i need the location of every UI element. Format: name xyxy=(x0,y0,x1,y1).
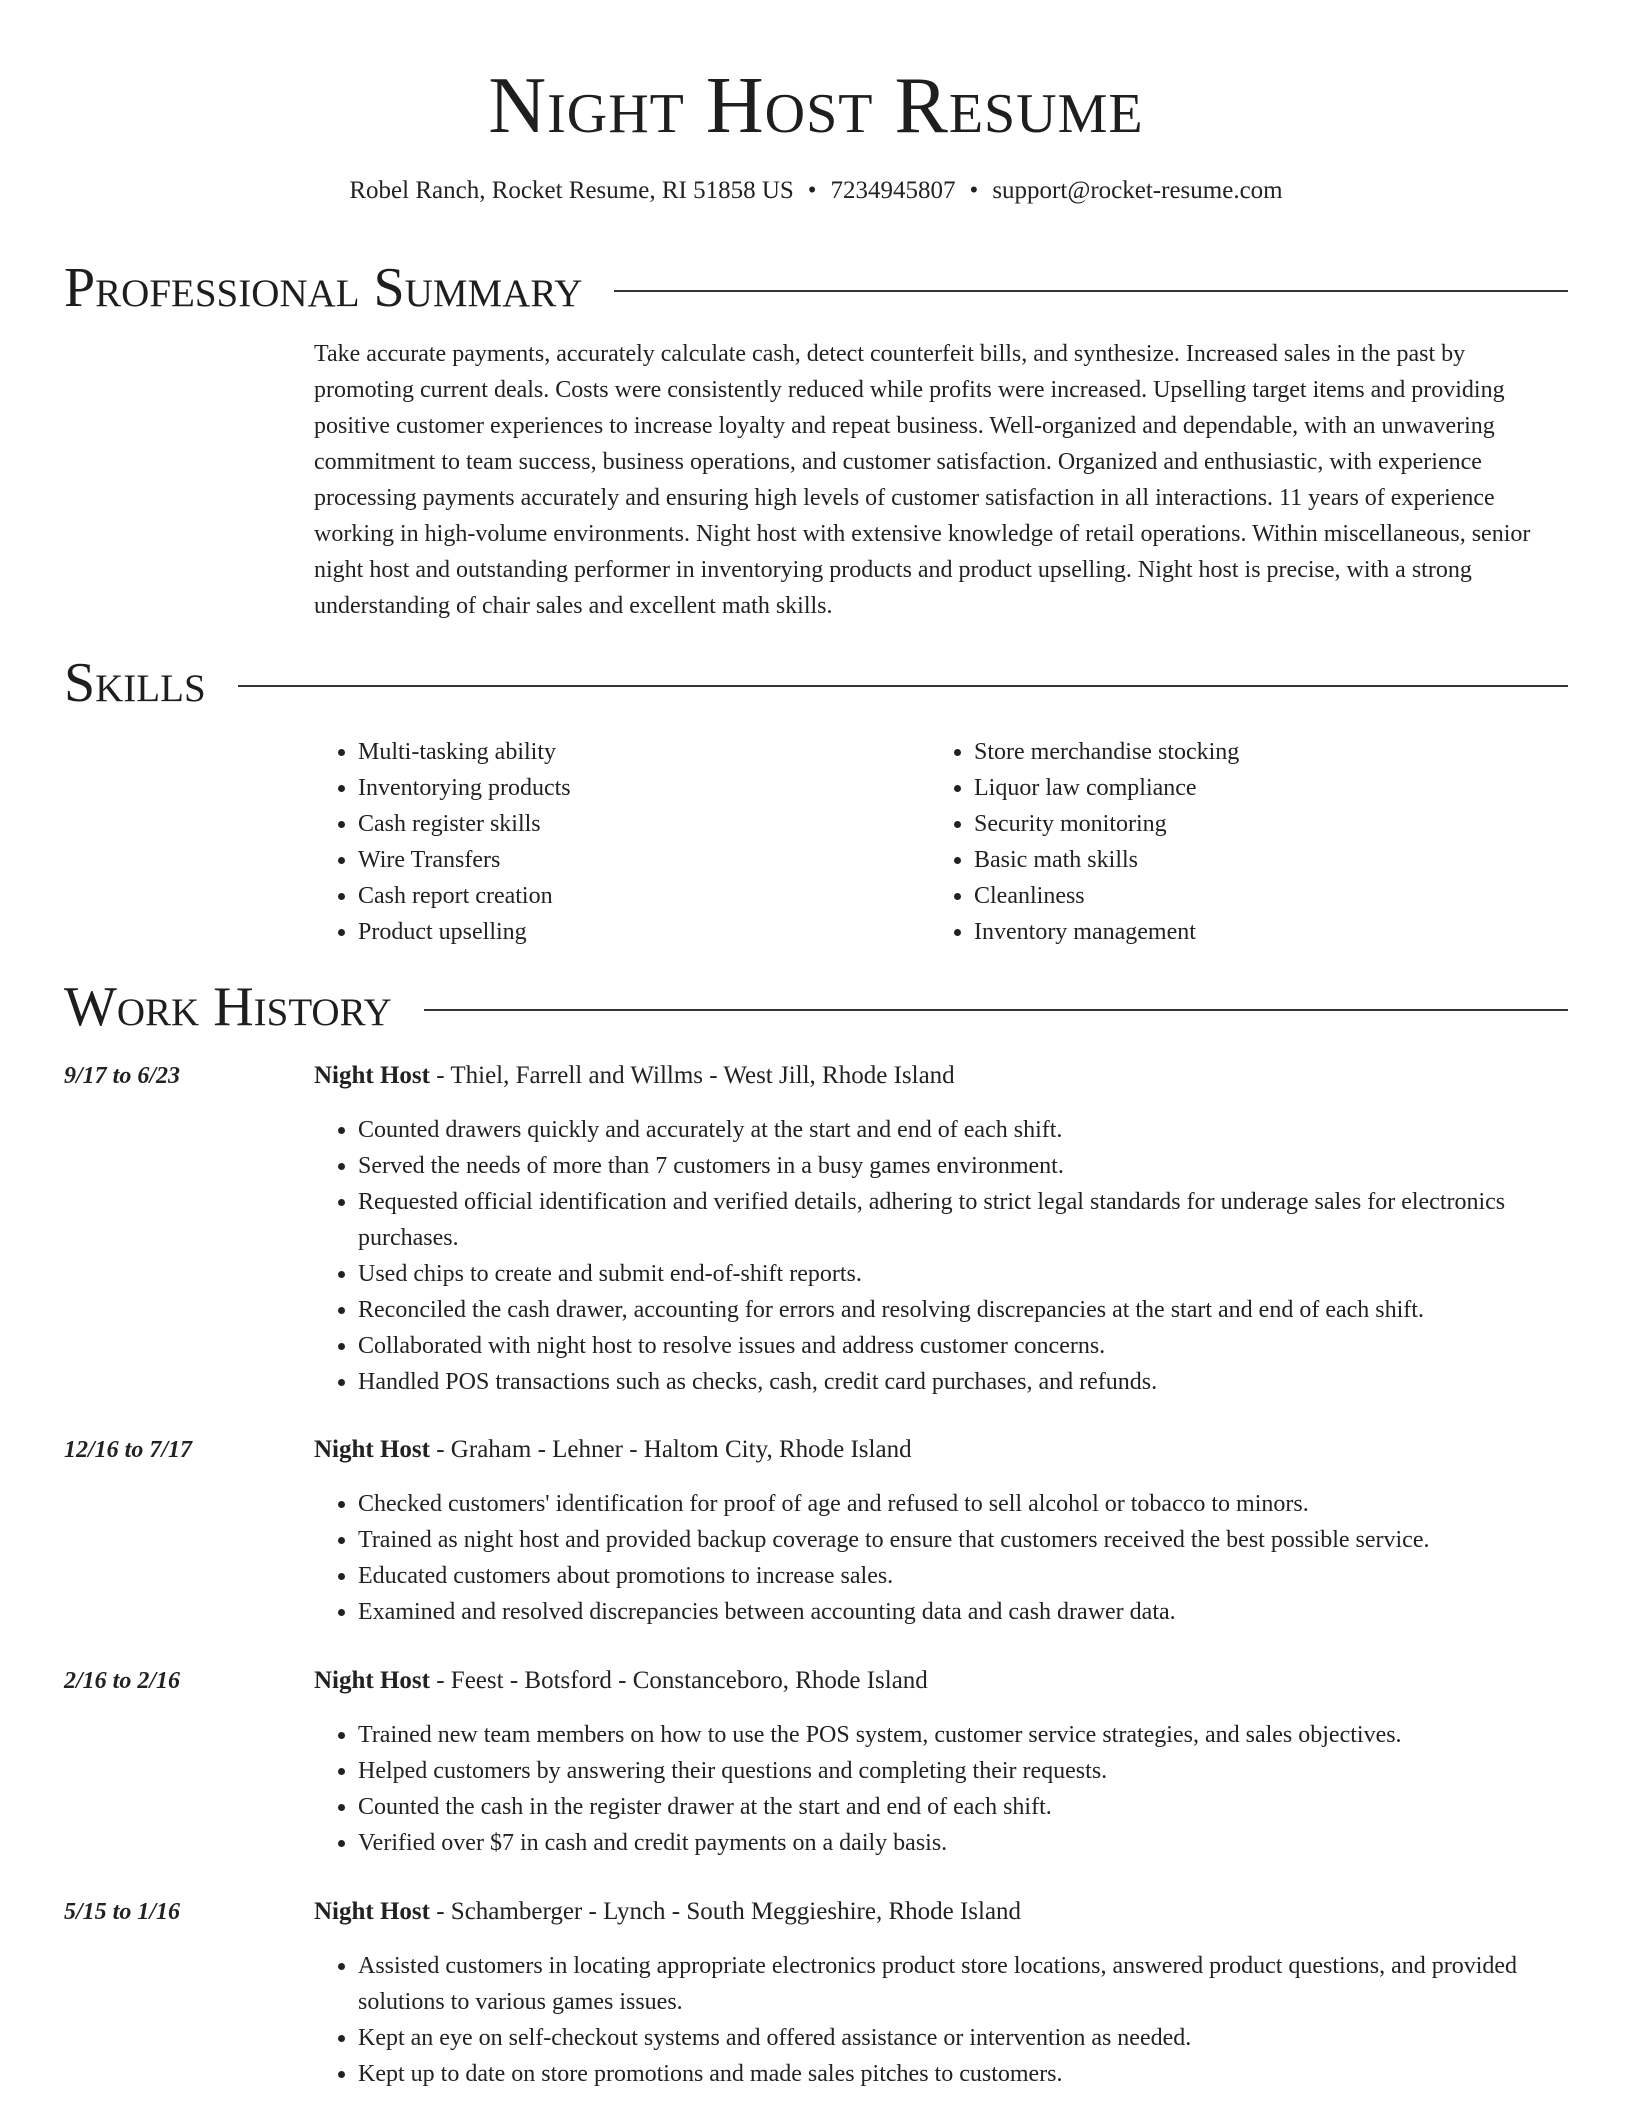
summary-section-header xyxy=(64,256,1568,320)
skill-item: • Wire Transfers xyxy=(358,842,930,878)
job-duty: • Requested official identification and verified details, adhering to strict legal standards for underage sales for electronics purchases. xyxy=(358,1184,1568,1256)
skill-item: • Inventorying products xyxy=(358,770,930,806)
skills-column-left xyxy=(314,734,930,950)
job-duty: • Kept up to date on store promotions and made sales pitches to customers. xyxy=(358,2056,1568,2092)
job-duty: • Helped customers by answering their questions and completing their requests. xyxy=(358,1753,1568,1789)
job-duty: • Reconciled the cash drawer, accounting for errors and resolving discrepancies at the start and end of each shift. xyxy=(358,1292,1568,1328)
job-duty: • Used chips to create and submit end-of-shift reports. xyxy=(358,1256,1568,1292)
job-dates: 5/15 to 1/16 xyxy=(64,1899,181,1925)
job-header xyxy=(314,1663,1568,1699)
skill-item: • Store merchandise stocking xyxy=(974,734,1546,770)
job-duty: • Served the needs of more than 7 customers in a busy games environment. xyxy=(358,1148,1568,1184)
job-duty: • Assisted customers in locating appropriate electronics product store locations, answered product questions, and provided solutions to various games issues. xyxy=(358,1948,1568,2020)
job-header xyxy=(314,1058,1568,1094)
section-divider xyxy=(614,290,1568,292)
skills-list xyxy=(314,734,1568,950)
job-employer: - Feest - Botsford - Constanceboro, Rhode Island xyxy=(429,1667,928,1694)
contact-email: support@rocket-resume.com xyxy=(992,177,1283,204)
section-divider xyxy=(238,685,1568,687)
section-divider xyxy=(424,1009,1568,1011)
skills-section-header xyxy=(64,651,1568,715)
job-duty: • Counted drawers quickly and accurately at the start and end of each shift. xyxy=(358,1112,1568,1148)
job-duty: • Trained as night host and provided backup coverage to ensure that customers received the best possible service. xyxy=(358,1522,1568,1558)
skill-item: • Security monitoring xyxy=(974,806,1546,842)
contact-address: Robel Ranch, Rocket Resume, RI 51858 US xyxy=(349,177,794,204)
contact-phone: 7234945807 xyxy=(830,177,956,204)
work-section-header xyxy=(64,975,1568,1039)
skills-column-right xyxy=(930,734,1546,950)
job-title: Night Host xyxy=(314,1062,430,1089)
job-title: Night Host xyxy=(314,1898,430,1925)
job-employer: - Thiel, Farrell and Willms - West Jill, Rhode Island xyxy=(429,1062,955,1089)
job-duties xyxy=(314,1112,1568,1400)
contact-separator: • xyxy=(969,177,979,204)
contact-line xyxy=(0,174,1632,208)
job-duty: • Verified over $7 in cash and credit payments on a daily basis. xyxy=(358,1825,1568,1861)
job-duty: • Handled POS transactions such as checks, cash, credit card purchases, and refunds. xyxy=(358,1364,1568,1400)
job-duty: • Collaborated with night host to resolve issues and address customer concerns. xyxy=(358,1328,1568,1364)
job-duty: • Kept an eye on self-checkout systems and offered assistance or intervention as needed. xyxy=(358,2020,1568,2056)
skill-item: • Cash register skills xyxy=(358,806,930,842)
job-duty: • Counted the cash in the register drawer at the start and end of each shift. xyxy=(358,1789,1568,1825)
skill-item: • Cash report creation xyxy=(358,878,930,914)
job-employer: - Schamberger - Lynch - South Meggieshire, Rhode Island xyxy=(429,1898,1022,1925)
job-duties xyxy=(314,1717,1568,1861)
job-duty: • Checked customers' identification for proof of age and refused to sell alcohol or tobacco to minors. xyxy=(358,1486,1568,1522)
job-employer: - Graham - Lehner - Haltom City, Rhode Island xyxy=(429,1436,912,1463)
job-duties xyxy=(314,1486,1568,1630)
skill-item: • Multi-tasking ability xyxy=(358,734,930,770)
summary-text: Take accurate payments, accurately calculate cash, detect counterfeit bills, and synthesize. Increased sales in the past by promoting current deals. Costs were consistently reduced while profits were increased. Upselling target items and providing positive customer experiences to increase loyalty and repeat business. Well-organized and dependable, with an unwavering commitment to team success, business operations, and customer satisfaction. Organized and enthusiastic, with experience processing payments accurately and ensuring high levels of customer satisfaction in all interactions. 11 years of experience working in high-volume environments. Night host with extensive knowledge of retail operations. Within miscellaneous, senior night host and outstanding performer in inventorying products and product upselling. Night host is precise, with a strong understanding of chair sales and excellent math skills. xyxy=(314,341,1531,619)
contact-separator: • xyxy=(807,177,817,204)
skill-item: • Basic math skills xyxy=(974,842,1546,878)
page-title: Night Host Resume xyxy=(488,62,1144,150)
skill-item: • Cleanliness xyxy=(974,878,1546,914)
skill-item: • Liquor law compliance xyxy=(974,770,1546,806)
skills-heading: Skills xyxy=(64,652,206,714)
skill-item: • Inventory management xyxy=(974,914,1546,950)
job-duties xyxy=(314,1948,1568,2092)
job-duty: • Trained new team members on how to use the POS system, customer service strategies, and sales objectives. xyxy=(358,1717,1568,1753)
job-duty: • Educated customers about promotions to increase sales. xyxy=(358,1558,1568,1594)
job-header xyxy=(314,1894,1568,1930)
skill-item: • Product upselling xyxy=(358,914,930,950)
summary-heading: Professional Summary xyxy=(64,257,583,319)
job-duty: • Examined and resolved discrepancies between accounting data and cash drawer data. xyxy=(358,1594,1568,1630)
job-title: Night Host xyxy=(314,1667,430,1694)
job-title: Night Host xyxy=(314,1436,430,1463)
job-dates: 12/16 to 7/17 xyxy=(64,1437,193,1463)
job-header xyxy=(314,1432,1568,1468)
job-dates: 9/17 to 6/23 xyxy=(64,1063,181,1089)
work-heading: Work History xyxy=(64,976,392,1038)
job-dates: 2/16 to 2/16 xyxy=(64,1668,181,1694)
